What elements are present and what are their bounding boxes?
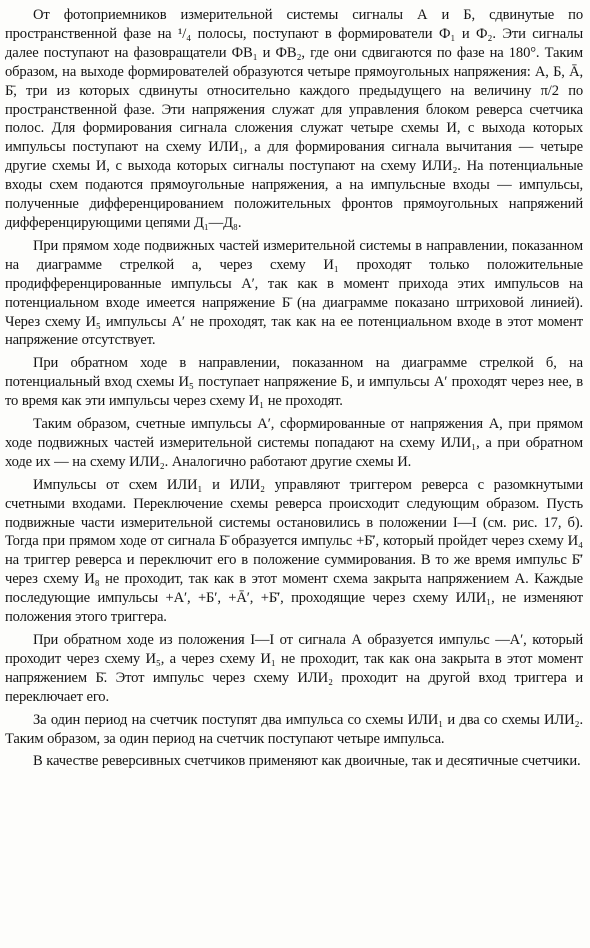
paragraph: При обратном ходе из положения I—I от сигнала А образуется импульс —А′, который проходит через схему И₅, а через схему И₁ не проходит, так как она закрыта в этот момент напряжением Б̄. Этот импульс через схему ИЛИ₂ проходит на другой вход триггера и переключает его. [5,632,583,705]
paragraph: При обратном ходе в направлении, показанном на диаграмме стрелкой б, на потенциальный вход схемы И₅ поступает напряжение Б, и импульсы А′ проходят через нее, в то время как эти импульсы через схему И₁ не проходят. [5,355,583,410]
paragraph: Таким образом, счетные импульсы А′, сформированные от напряжения А, при прямом ходе подвижных частей измерительной системы попадают на схему ИЛИ₁, а при обратном ходе их — на схему ИЛИ₂. Аналогично работают другие схемы И. [5,416,583,470]
paragraph: В качестве реверсивных счетчиков применяют как двоичные, так и десятичные счетчики. [33,753,581,770]
paragraph: При прямом ходе подвижных частей измерительной системы в направлении, показанном на диаграмме стрелкой а, через схему И₁ проходят только положительные продифференцированные импульсы А′, так как в момент прихода этих импульсов на потенциальном входе имеется напряжение Б̄ (на диаграмме показано штриховой линией). Через схему И₅ импульсы А′ не проходят, так как на ее потенциальном входе в этот момент напряжение отсутствует. [5,237,583,349]
paragraph: От фотоприемников измерительной системы сигналы А и Б, сдвинутые по пространственной фазе на ¹/₄ полосы, поступают в формирователи Ф₁ и Ф₂. Эти сигналы далее поступают на фазовращатели ФВ₁ и ФВ₂, где они сдвигаются по фазе на 180°. Таким образом, на выходе формирователей образуются четыре прямоугольных напряжения: А, Б, Ā, Б̄, три из которых сдвинуты относительно каждого предыдущего на величину π/2 по пространственной фазе. Эти напряжения служат для управления блоком реверса счетчика полос. Для формирования сигнала сложения служат четыре схемы И, с выхода которых импульсы поступают на схему ИЛИ₁, а для формирования сигнала вычитания — четыре другие схемы И, с выхода которых сигналы поступают на схему ИЛИ₂. На потенциальные входы схем подаются прямоугольные напряжения, а на импульсные входы — импульсы, полученные дифференцированием положительных фронтов прямоугольных напряжений дифференцирующими цепями Д₁—Д₈. [5,7,583,231]
body-text [5,6,583,771]
paragraph: Импульсы от схем ИЛИ₁ и ИЛИ₂ управляют триггером реверса с разомкнутыми счетными входами. Переключение схемы реверса происходит следующим образом. Пусть подвижные части измерительной системы остановились в положении I—I (см. рис. 17, б). Тогда при прямом ходе от сигнала Б̄ образуется импульс +Б̄′, который пройдет через схему И₄ на триггер реверса и переключит его в положение суммирования. В то же время импульс Б̄′ через схему И₈ не проходит, так как в этот момент схема закрыта напряжением А. Каждые последующие импульсы +А′, +Б′, +Ā′, +Б̄′, проходящие через схему ИЛИ₁, не изменяют положения этого триггера. [5,476,583,626]
paragraph: За один период на счетчик поступят два импульса со схемы ИЛИ₁ и два со схемы ИЛИ₂. Таким образом, за один период на счетчик поступают четыре импульса. [5,711,583,747]
